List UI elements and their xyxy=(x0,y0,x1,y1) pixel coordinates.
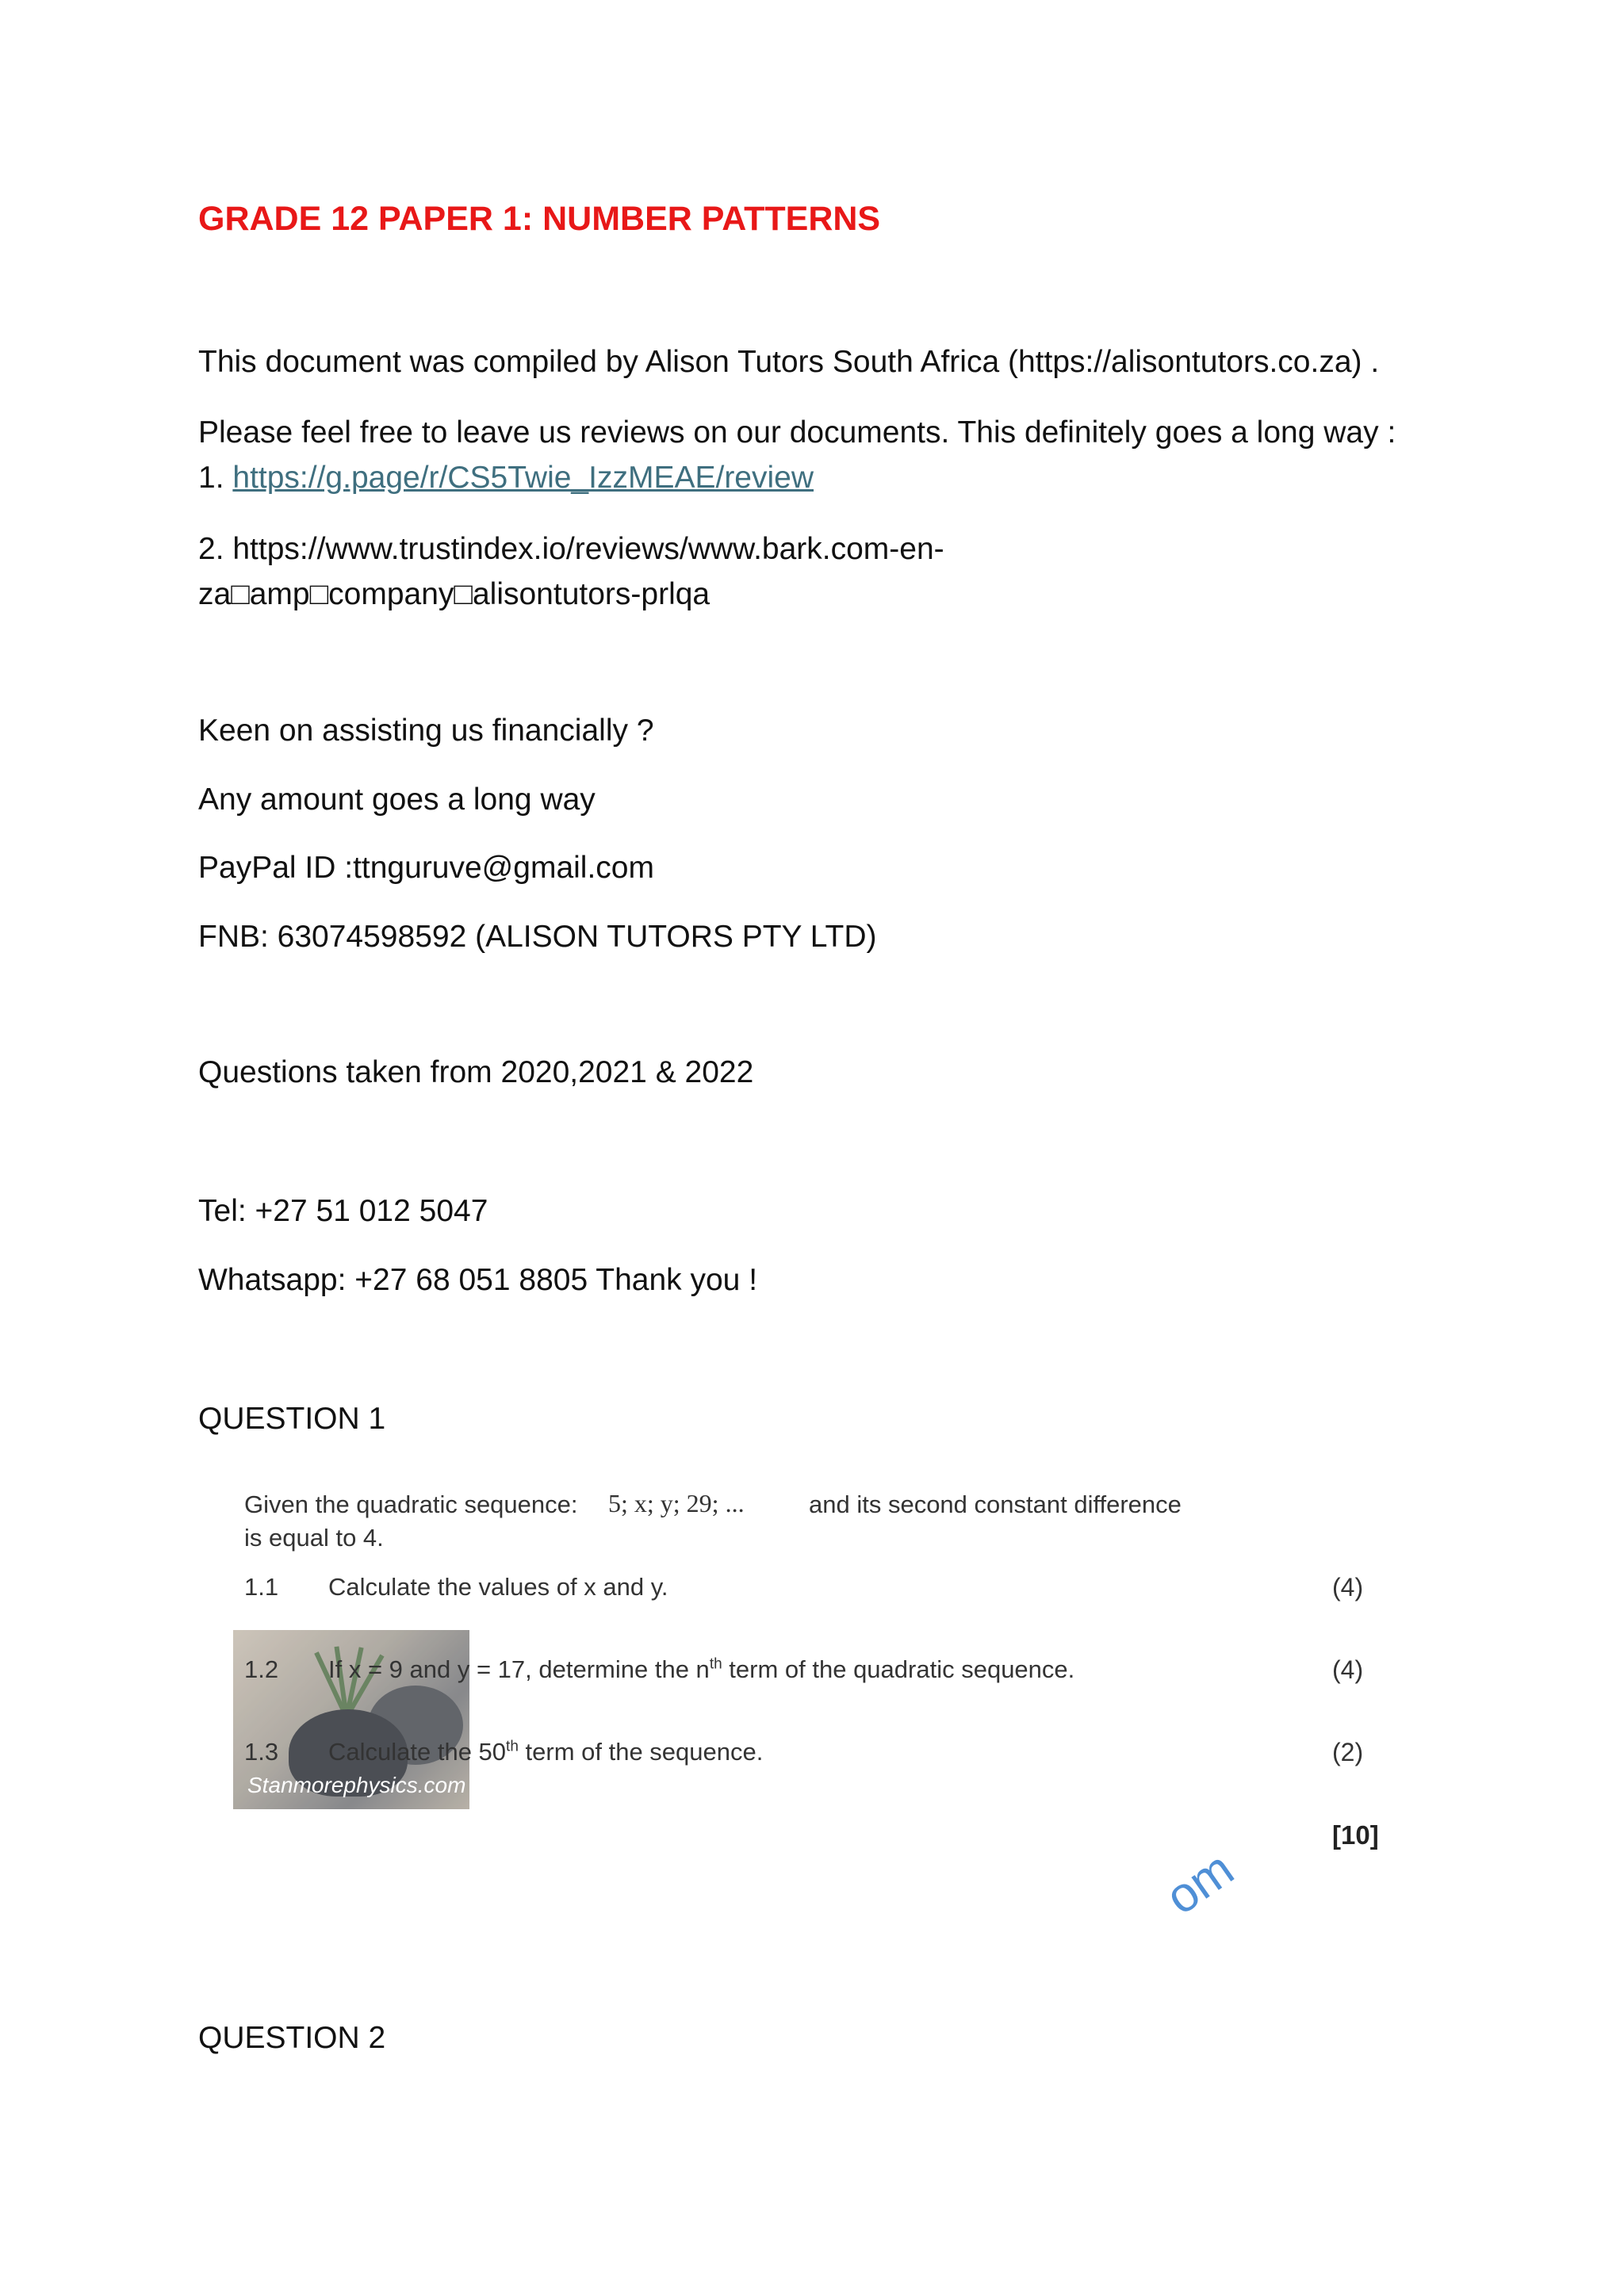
review-link-2-line1: 2. https://www.trustindex.io/reviews/www.bark.com-en- xyxy=(198,532,944,566)
q1-3-number: 1.3 xyxy=(244,1738,279,1766)
fnb-account: FNB: 63074598592 (ALISON TUTORS PTY LTD) xyxy=(198,920,877,954)
q1-2-sup: th xyxy=(709,1655,722,1673)
q1-3-text-b: term of the sequence. xyxy=(518,1738,764,1766)
q1-2-number: 1.2 xyxy=(244,1655,279,1683)
question-1-image xyxy=(232,1473,1397,1814)
q1-3-sup: th xyxy=(506,1738,519,1755)
watermark-fragment: om xyxy=(1156,1841,1244,1926)
telephone: Tel: +27 51 012 5047 xyxy=(198,1194,488,1228)
q1-given-c: is equal to 4. xyxy=(244,1524,384,1552)
q1-1-text: Calculate the values of x and y. xyxy=(328,1573,668,1601)
review-link-1[interactable]: https://g.page/r/CS5Twie_IzzMEAE/review xyxy=(232,461,814,495)
any-amount-text: Any amount goes a long way xyxy=(198,783,596,817)
q1-2-marks: (4) xyxy=(1332,1655,1364,1684)
review-link-2-line2: za□amp□company□alisontutors-prlqa xyxy=(198,577,710,611)
intro-text: This document was compiled by Alison Tutors South Africa (https://alisontutors.co.za) . xyxy=(198,345,1380,379)
questions-source: Questions taken from 2020,2021 & 2022 xyxy=(198,1055,754,1089)
question-1-heading: QUESTION 1 xyxy=(198,1402,386,1436)
q1-3-text-a: Calculate the 50 xyxy=(328,1738,507,1766)
question-2-heading: QUESTION 2 xyxy=(198,2021,386,2055)
q1-1-number: 1.1 xyxy=(244,1573,279,1601)
q1-3-marks: (2) xyxy=(1332,1738,1364,1766)
q1-total: [10] xyxy=(1332,1820,1379,1850)
page-title: GRADE 12 PAPER 1: NUMBER PATTERNS xyxy=(198,200,881,238)
whatsapp: Whatsapp: +27 68 051 8805 Thank you ! xyxy=(198,1263,758,1297)
q1-2-text-b: term of the quadratic sequence. xyxy=(722,1655,1075,1683)
review-link-1-number: 1. xyxy=(198,461,233,495)
review-prompt: Please feel free to leave us reviews on our documents. This definitely goes a long way : xyxy=(198,415,1396,450)
stanmore-watermark-text: Stanmorephysics.com xyxy=(247,1773,466,1797)
paypal-id: PayPal ID :ttnguruve@gmail.com xyxy=(198,851,654,885)
q1-2-text xyxy=(328,1655,1074,1684)
review-link-1-line xyxy=(198,460,814,497)
q1-given-b: and its second constant difference xyxy=(809,1490,1182,1518)
q1-sequence: 5; x; y; 29; ... xyxy=(608,1489,745,1517)
financial-prompt: Keen on assisting us financially ? xyxy=(198,714,654,748)
q1-1-marks: (4) xyxy=(1332,1573,1364,1601)
q1-3-text xyxy=(328,1738,763,1766)
q1-2-text-a: If x = 9 and y = 17, determine the n xyxy=(328,1655,710,1683)
q1-given-a: Given the quadratic sequence: xyxy=(244,1490,578,1518)
